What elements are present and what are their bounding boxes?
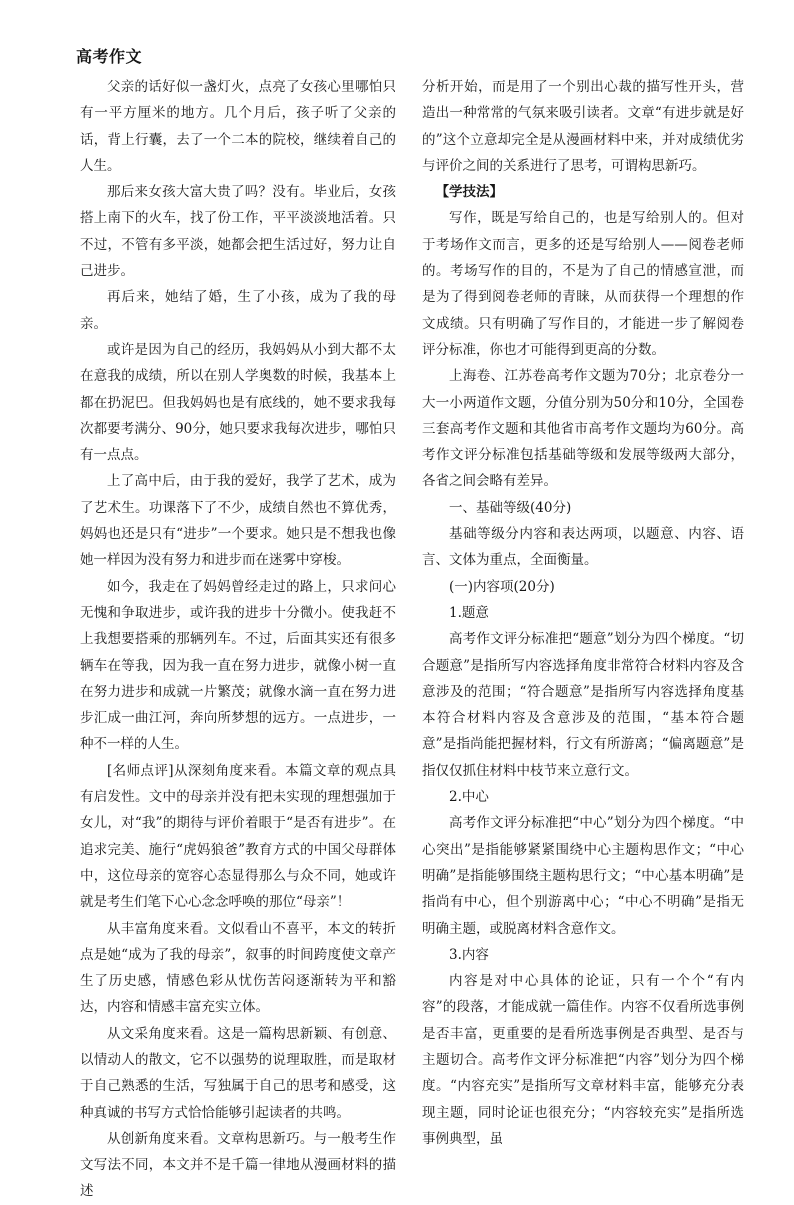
essay-paragraph: 或许是因为自己的经历，我妈妈从小到大都不太在意我的成绩，所以在别人学奥数的时候，我基本上都在扔泥巴。但我妈妈也是有底线的，她不要求我每次都要考满分、90分，她只要求我每次进步，哪怕只有一点点。 — [80, 341, 396, 464]
content-item-heading: (一)内容项(20分) — [449, 578, 555, 595]
topic-heading: 1.题意 — [449, 604, 489, 621]
content-text: 内容是对中心具体的论证，只有一个个“有内容”的段落，才能成就一篇佳作。内容不仅看所选事例是否丰富，更重要的是看所选事例是否典型、是否与主题切合。高考作文评分标准把“内容”划分为四个梯度。“内容充实”是指所写文章材料丰富，能够充分表现主题，同时论证也很充分；“内容较充实”是指所选事例典型，虽 — [422, 973, 744, 1147]
essay-paragraph: 父亲的话好似一盏灯火，点亮了女孩心里哪怕只有一平方厘米的地方。几个月后，孩子听了父亲的话，背上行囊，去了一个二本的院校，继续着自己的人生。 — [80, 79, 396, 174]
page-header-title: 高考作文 — [76, 47, 143, 66]
left-column — [80, 74, 396, 1205]
essay-paragraph: 如今，我走在了妈妈曾经走过的路上，只求问心无愧和争取进步，或许我的进步十分微小。使我赶不上我想要搭乘的那辆列车。不过，后面其实还有很多辆车在等我，因为我一直在努力进步，就像小树一直在努力进步和成就一片繁茂；就像水滴一直在努力进步汇成一曲江河，奔向所梦想的远方。一点进步，一种不一样的人生。 — [80, 578, 396, 753]
essay-paragraph: 上了高中后，由于我的爱好，我学了艺术，成为了艺术生。功课落下了不少，成绩自然也不算优秀，妈妈也还是只有“进步”一个要求。她只是不想我也像她一样因为没有努力和进步而在迷雾中穿梭。 — [80, 473, 396, 569]
comment-paragraph: 从创新角度来看。文章构思新巧。与一般考生作文写法不同，本文并不是千篇一律地从漫画材料的描述 — [80, 1130, 396, 1200]
center-text: 高考作文评分标准把“中心”划分为四个梯度。“中心突出”是指能够紧紧围绕中心主题构思作文；“中心明确”是指能够围绕主题构思行文；“中心基本明确”是指尚有中心，但个别游离中心；“中心不明确”是指无明确主题，或脱离材料含意作文。 — [422, 815, 744, 937]
center-heading: 2.中心 — [449, 789, 489, 806]
comment-continuation: 分析开始，而是用了一个别出心裁的描写性开头，营造出一种常常的气氛来吸引读者。文章“有进步就是好的”这个立意却完全是从漫画材料中来，并对成绩优劣与评价之间的关系进行了思考，可谓构思新巧。 — [422, 79, 744, 174]
basic-level-text: 基础等级分内容和表达两项，以题意、内容、语言、文体为重点，全面衡量。 — [422, 526, 744, 569]
topic-text: 高考作文评分标准把“题意”划分为四个梯度。“切合题意”是指所写内容选择角度非常符合材料内容及含意涉及的范围；“符合题意”是指所写内容选择角度基本符合材料内容及含意涉及的范围，“基本符合题意”是指尚能把握材料，行文有所游离；“偏离题意”是指仅仅抓住材料中枝节来立意行文。 — [422, 631, 744, 779]
essay-paragraph: 那后来女孩大富大贵了吗？没有。毕业后，女孩搭上南下的火车，找了份工作，平平淡淡地活着。只不过，不管有多平淡，她都会把生活过好，努力让自己进步。 — [80, 184, 396, 280]
comment-paragraph: 从文采角度来看。这是一篇构思新颖、有创意、以情动人的散文，它不以强势的说理取胜，而是取材于自己熟悉的生活，写独属于自己的思考和感受，这种真诚的书写方式恰恰能够引起读者的共鸣。 — [80, 1025, 396, 1121]
right-column — [422, 74, 744, 1152]
section-heading: 【学技法】 — [435, 184, 503, 201]
content-heading: 3.内容 — [449, 946, 489, 963]
teacher-comment-paragraph: [名师点评]从深刻角度来看。本篇文章的观点具有启发性。文中的母亲并没有把未实现的理想强加于女儿，对“我”的期待与评价着眼于“是否有进步”。在追求完美、施行“虎妈狼爸”教育方式的中国父母群体中，这位母亲的宽容心态显得那么与众不同，她或许就是考生们笔下心心念念呼唤的那位“母亲”！ — [80, 762, 396, 911]
method-paragraph: 写作，既是写给自己的，也是写给别人的。但对于考场作文而言，更多的还是写给别人——阅卷老师的。考场写作的目的，不是为了自己的情感宣泄，而是为了得到阅卷老师的青睐，从而获得一个理想的作文成绩。只有明确了写作目的，才能进一步了解阅卷评分标准，你也才可能得到更高的分数。 — [422, 210, 744, 358]
essay-paragraph: 再后来，她结了婚，生了小孩，成为了我的母亲。 — [80, 289, 396, 332]
comment-paragraph: 从丰富角度来看。文似看山不喜平，本文的转折点是她“成为了我的母亲”，叙事的时间跨度使文章产生了历史感，情感色彩从忧伤苦闷逐渐转为平和豁达，内容和情感丰富充实立体。 — [80, 920, 396, 1016]
method-paragraph: 上海卷、江苏卷高考作文题为70分；北京卷分一大一小两道作文题，分值分别为50分和10分，全国卷三套高考作文题和其他省市高考作文题均为60分。高考作文评分标准包括基础等级和发展等级两大部分，各省之间会略有差异。 — [422, 368, 744, 490]
basic-level-heading: 一、基础等级(40分) — [449, 499, 572, 516]
